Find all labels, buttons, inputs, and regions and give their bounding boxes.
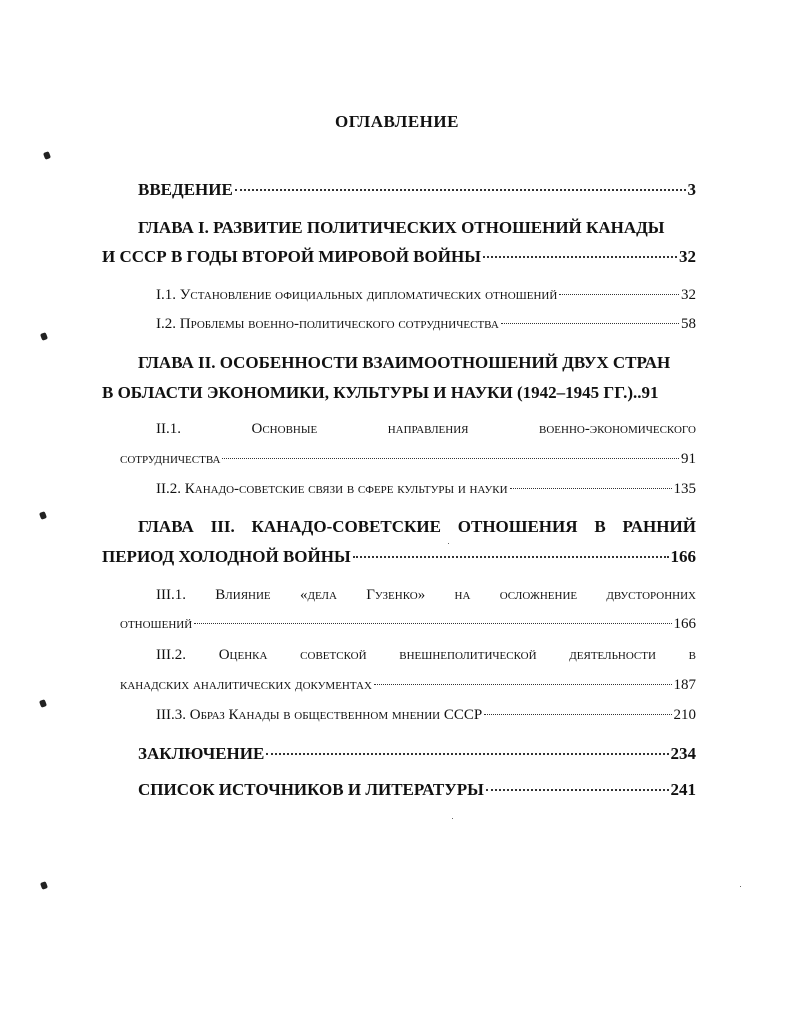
scan-mark xyxy=(39,699,47,708)
toc-page-number: 166 xyxy=(673,616,696,632)
toc-entry-sources: СПИСОК ИСТОЧНИКОВ И ЛИТЕРАТУРЫ 241 xyxy=(138,780,696,799)
toc-page-number: 135 xyxy=(673,481,696,497)
toc-section-3-1-line-2: отношений 166 xyxy=(120,616,696,632)
scan-mark xyxy=(39,511,47,520)
toc-page-number: 32 xyxy=(679,247,696,266)
toc-label: ВВЕДЕНИЕ xyxy=(138,180,233,199)
toc-page-number: 32 xyxy=(681,287,696,303)
toc-entry-intro xyxy=(138,180,696,200)
toc-chapter-1-line-2: И СССР В ГОДЫ ВТОРОЙ МИРОВОЙ ВОЙНЫ 32 xyxy=(102,247,696,266)
toc-page-number: 91 xyxy=(681,451,696,467)
toc-section-1-1: I.1. Установление официальных дипломатических отношений 32 xyxy=(156,287,696,303)
toc-page-number: 58 xyxy=(681,316,696,332)
toc-section-1-2: I.2. Проблемы военно-политического сотрудничества 58 xyxy=(156,316,696,332)
toc-page-number: 91 xyxy=(641,383,659,402)
toc-page-number: 210 xyxy=(673,707,696,723)
scan-mark xyxy=(40,881,48,890)
toc-page-number: 241 xyxy=(670,780,696,799)
toc-chapter-2-line-2: В ОБЛАСТИ ЭКОНОМИКИ, КУЛЬТУРЫ И НАУКИ (1942–1945 ГГ.).. 91 xyxy=(102,383,659,402)
scan-mark xyxy=(43,151,51,160)
toc-chapter-3-line-1: ГЛАВА III. КАНАДО-СОВЕТСКИЕ ОТНОШЕНИЯ В РАННИЙ xyxy=(138,517,696,536)
toc-section-3-1-line-1: III.1. Влияние «дела Гузенко» на осложнение двусторонних xyxy=(156,587,696,603)
toc-section-3-2-line-2: канадских аналитических документах 187 xyxy=(120,677,696,693)
toc-page-number: 166 xyxy=(670,547,696,566)
page-title: ОГЛАВЛЕНИЕ xyxy=(335,112,459,131)
scan-mark xyxy=(40,332,48,341)
toc-chapter-3-line-2: ПЕРИОД ХОЛОДНОЙ ВОЙНЫ 166 xyxy=(102,547,696,566)
toc-section-2-1-line-1: II.1. Основные направления военно-экономического xyxy=(156,421,696,437)
toc-section-2-1-line-2: сотрудничества 91 xyxy=(120,451,696,467)
toc-chapter-1-line-1: ГЛАВА I. РАЗВИТИЕ ПОЛИТИЧЕСКИХ ОТНОШЕНИЙ КАНАДЫ xyxy=(138,218,665,237)
toc-page-number: 187 xyxy=(673,677,696,693)
toc-chapter-2-line-1: ГЛАВА II. ОСОБЕННОСТИ ВЗАИМООТНОШЕНИЙ ДВУХ СТРАН xyxy=(138,353,671,372)
toc-section-3-3: III.3. Образ Канады в общественном мнении СССР 210 xyxy=(156,707,696,723)
toc-page-number: 3 xyxy=(687,180,696,199)
toc-entry-conclusion: ЗАКЛЮЧЕНИЕ 234 xyxy=(138,744,696,763)
toc-page-number: 234 xyxy=(670,744,696,763)
toc-section-3-2-line-1: III.2. Оценка советской внешнеполитической деятельности в xyxy=(156,647,696,663)
toc-section-2-2: II.2. Канадо-советские связи в сфере культуры и науки 135 xyxy=(156,481,696,497)
